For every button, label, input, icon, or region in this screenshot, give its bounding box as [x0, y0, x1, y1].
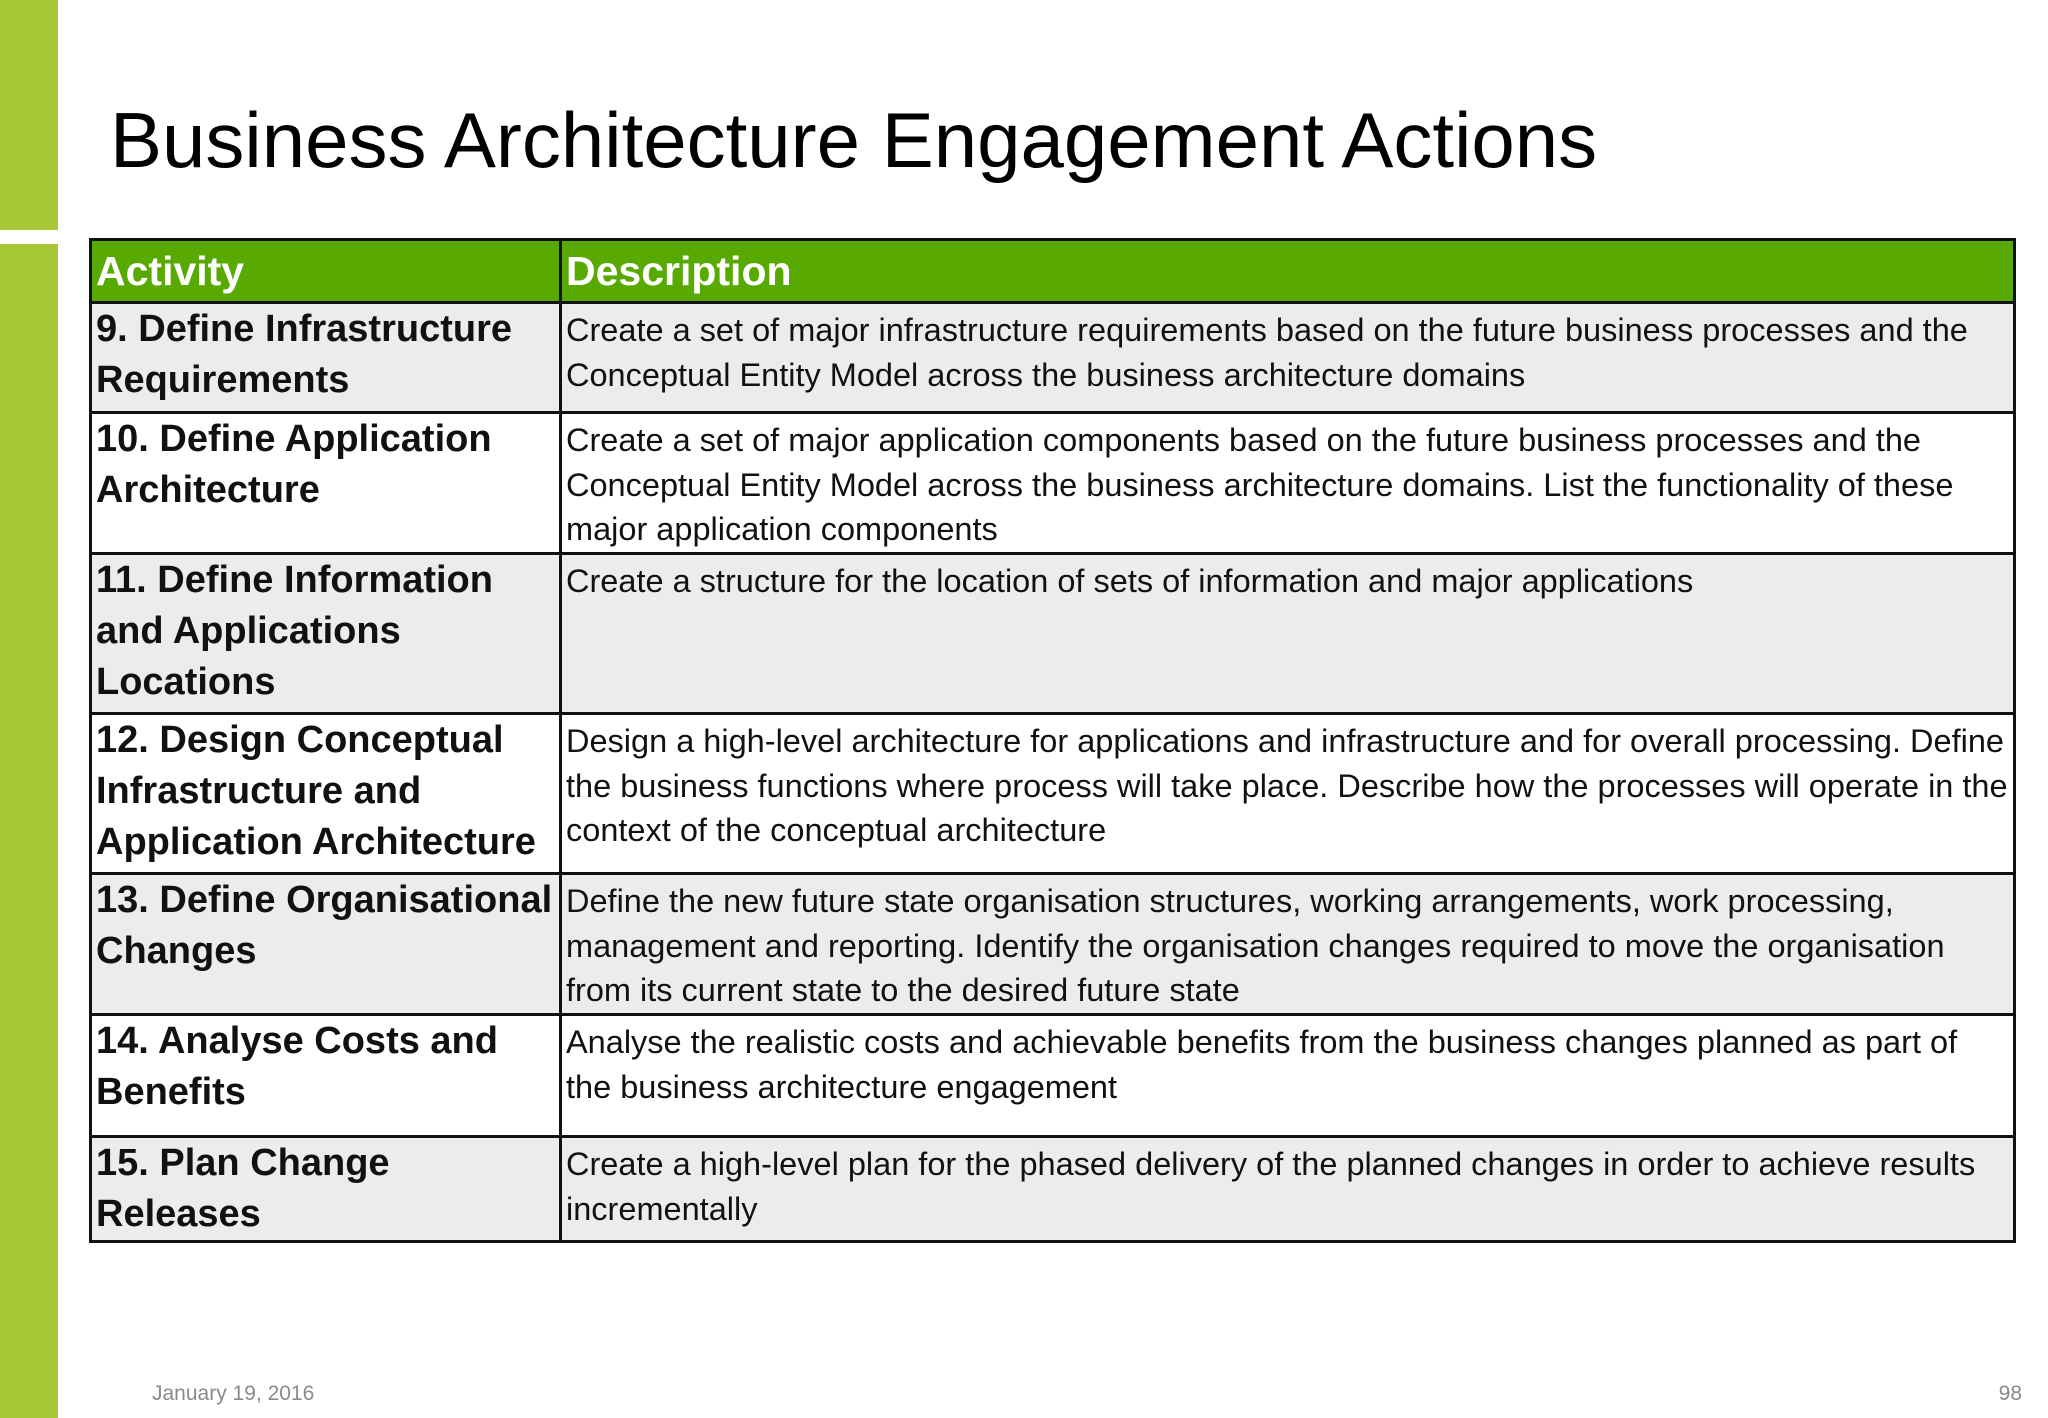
- description-cell: Create a structure for the location of sets of information and major applications: [561, 554, 2015, 714]
- sidebar-gap: [0, 230, 58, 244]
- sidebar-accent-bottom: [0, 244, 58, 1418]
- activity-column-header: Activity: [91, 240, 561, 303]
- description-cell: Define the new future state organisation structures, working arrangements, work processing, management and reporting. Identify the organisation changes required to move the organisation from its current state to the desired future state: [561, 874, 2015, 1015]
- activity-cell: 10. Define Application Architecture: [91, 413, 561, 554]
- activity-cell: 9. Define Infrastructure Requirements: [91, 303, 561, 413]
- description-cell: Analyse the realistic costs and achievable benefits from the business changes planned as part of the business architecture engagement: [561, 1015, 2015, 1137]
- table-row: [91, 413, 2015, 554]
- activity-cell: 11. Define Information and Applications Locations: [91, 554, 561, 714]
- table-row: [91, 554, 2015, 714]
- description-column-header: Description: [561, 240, 2015, 303]
- description-cell: Create a high-level plan for the phased delivery of the planned changes in order to achieve results incrementally: [561, 1137, 2015, 1242]
- table-header-row: [91, 240, 2015, 303]
- table-row: [91, 1015, 2015, 1137]
- activity-cell: 15. Plan Change Releases: [91, 1137, 561, 1242]
- table-row: [91, 303, 2015, 413]
- footer-date: January 19, 2016: [152, 1382, 315, 1405]
- table-row: [91, 874, 2015, 1015]
- activity-cell: 14. Analyse Costs and Benefits: [91, 1015, 561, 1137]
- engagement-actions-table: [89, 238, 2016, 1243]
- description-cell: Create a set of major infrastructure requirements based on the future business processes and the Conceptual Entity Model across the business architecture domains: [561, 303, 2015, 413]
- description-cell: Create a set of major application components based on the future business processes and the Conceptual Entity Model across the business architecture domains. List the functionality of these major application components: [561, 413, 2015, 554]
- activity-cell: 13. Define Organisational Changes: [91, 874, 561, 1015]
- description-cell: Design a high-level architecture for applications and infrastructure and for overall processing. Define the business functions where process will take place. Describe how the processes will operate in the context of the conceptual architecture: [561, 714, 2015, 874]
- table-row: [91, 1137, 2015, 1242]
- page-number: 98: [1998, 1382, 2022, 1405]
- sidebar-accent-top: [0, 0, 58, 230]
- table-row: [91, 714, 2015, 874]
- activity-cell: 12. Design Conceptual Infrastructure and Application Architecture: [91, 714, 561, 874]
- slide-title: Business Architecture Engagement Actions: [110, 96, 1598, 184]
